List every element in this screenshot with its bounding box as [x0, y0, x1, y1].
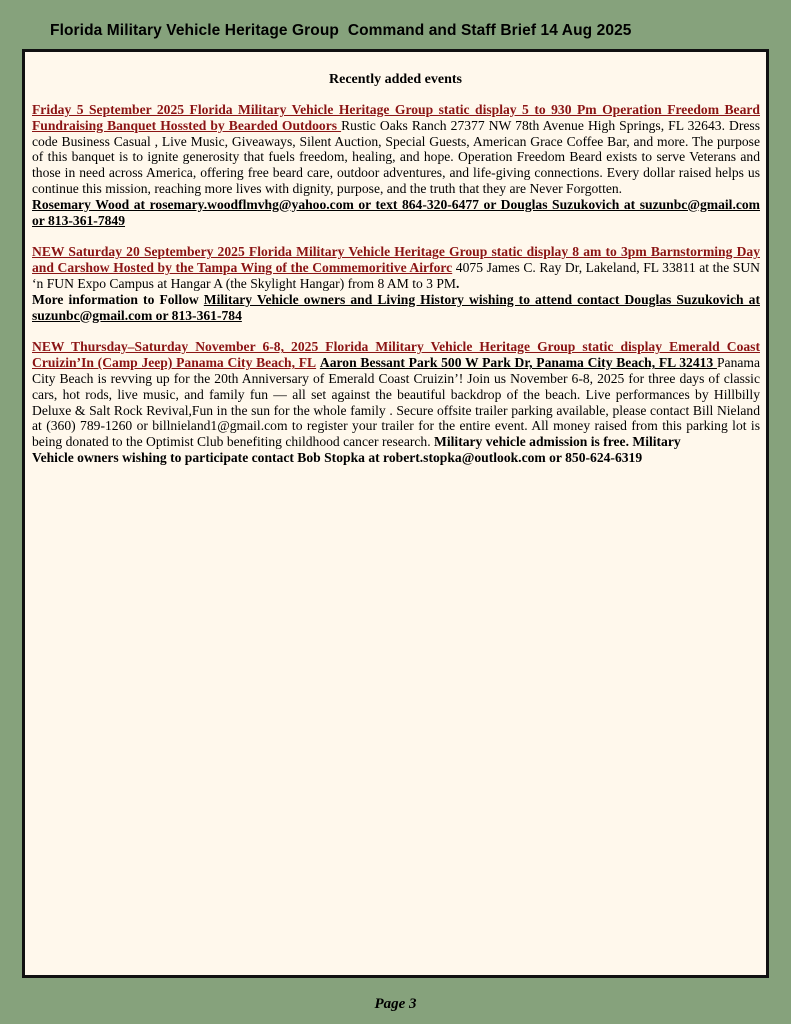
- page-number: Page 3: [374, 996, 417, 1012]
- event-body: Rustic Oaks Ranch 27377 NW 78th Avenue High Springs, FL 32643. Dress code Business Casual , Live Music, Giveaways, Silent Auction, Special Guests, American Grace Coffee Bar, and more. The purpose of this banquet is to ignite generosity that fuels freedom, healing, and hope. Operation Freedom Beard exists to serve Veterans and those in need across America, offering free beard care, outdoor adventures, and life-giving connections. Every dollar raised helps us continue this mission, reaching more lives with dignity, purpose, and the truth that they are Never Forgotten.: [32, 117, 760, 196]
- event-location: Aaron Bessant Park 500 W Park Dr, Panama City Beach, FL 32413: [319, 355, 717, 371]
- section-title: Recently added events: [329, 72, 462, 87]
- event-body-end: .: [456, 275, 460, 291]
- content-panel: [22, 49, 769, 978]
- event-item: [32, 102, 760, 228]
- event-headline: Friday 5 September 2025 Florida Military Vehicle Heritage Group static display 5 to 930 Pm Operation Freedom Beard Fundraising Banquet Hossted by Bearded Outdoors: [32, 102, 760, 133]
- event-contact: Rosemary Wood at rosemary.woodflmvhg@yahoo.com or text 864-320-6477 or Douglas Suzukovich at suzunbc@gmail.com or 813-361-7849: [32, 196, 760, 228]
- event-contact: Vehicle owners wishing to participate contact Bob Stopka at robert.stopka@outlook.com or 850-624-6319: [32, 449, 643, 465]
- event-contact: Military Vehicle owners and Living History wishing to attend contact Douglas Suzukovich at suzunbc@gmail.com or 813-361-784: [32, 291, 760, 323]
- event-admission: Military vehicle admission is free. Military: [434, 434, 681, 450]
- event-body: Panama City Beach is revving up for the 20th Anniversary of Emerald Coast Cruizin’! Join us November 6-8, 2025 for three days of classic cars, hot rods, live music, and family fun — all set against the beautiful backdrop of the beach. Live performances by Hillbilly Deluxe & Salt Rock Revival,Fun in the sun for the whole family . Secure offsite trailer parking available, please contact Bill Nieland at (360) 789-1260 or billnieland1@gmail.com to register your trailer for the entire event. All money raised from this parking lot is being donated to the Optimist Club benefiting childhood cancer research.: [32, 355, 761, 450]
- event-item: [32, 339, 760, 465]
- event-headline: NEW Saturday 20 Septembery 2025 Florida Military Vehicle Heritage Group static display 8 am to 3pm Barnstorming Day and Carshow Hosted by the Tampa Wing of the Commemoritive Airforc: [32, 244, 760, 276]
- event-info: More information to Follow: [32, 291, 204, 307]
- newsletter-header: Florida Military Vehicle Heritage Group Command and Staff Brief 14 Aug 2025: [50, 22, 632, 39]
- event-body: 4075 James C. Ray Dr, Lakeland, FL 33811 at the SUN ‘n FUN Expo Campus at Hangar A (the Skylight Hangar) from 8 AM to 3 PM: [32, 260, 760, 291]
- event-item: [32, 244, 760, 323]
- event-headline: NEW Thursday–Saturday November 6-8, 2025 Florida Military Vehicle Heritage Group static display Emerald Coast Cruizin’In (Camp Jeep) Panama City Beach, FL: [32, 339, 760, 371]
